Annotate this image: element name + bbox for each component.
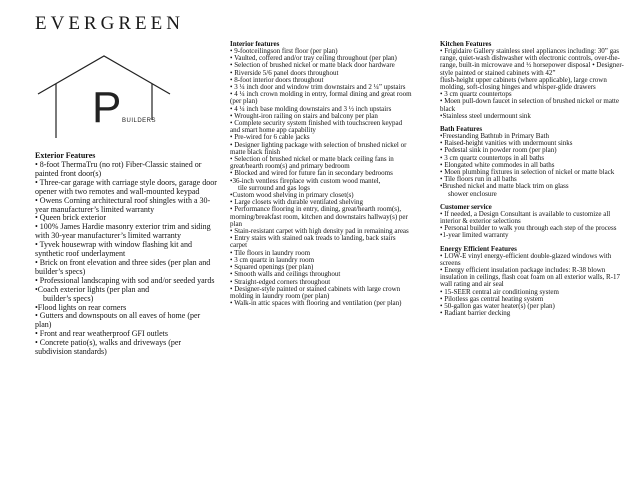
list-item: • Owens Corning architectural roof shingles with a 30-year manufacturer’s limited warranty (35, 195, 211, 214)
list-item: • Tile floors in laundry room (230, 248, 311, 257)
column-left (35, 150, 217, 357)
list-item: •Coach exterior lights (per plan and (35, 284, 150, 294)
list-item: • If needed, a Design Consultant is available to customize all interior & exterior selections (440, 209, 611, 226)
list-item: • 100% James Hardie masonry exterior trim and siding with 30-year manufacturer’s limited warranty (35, 222, 211, 241)
list-item: • Raised-height vanities with undermount sinks (440, 139, 573, 148)
list-item: • Energy efficient insulation package includes: R-38 blown insulation in ceilings, flash coat foam on all exterior walls, R-17 wall rating and air seal (440, 266, 621, 289)
list-item: • Performance flooring in entry, dining, great/hearth room(s), morning/breakfast room, kitchen and downstairs hallway(s) per plan (230, 205, 408, 228)
bath-heading: Bath Features (440, 125, 483, 134)
list-item: •Custom wood shelving in primary closet(s) (230, 191, 354, 200)
list-item: builder’s specs) (43, 293, 94, 303)
list-item: • Pilotless gas central heating system (440, 294, 544, 303)
list-item: • 3 cm quartz in laundry room (230, 255, 315, 264)
list-item: • Tyvek housewrap with window flashing kit and synthetic roof underlayment (35, 240, 192, 259)
list-item: • 15-SEER central air conditioning system (440, 287, 559, 296)
list-item: • Entry stairs with stained oak treads to landing, back stairs carpet (230, 234, 396, 250)
list-item: • Large closets with durable ventilated shelving (230, 198, 363, 207)
list-item: • Squared openings (per plan) (230, 263, 314, 272)
energy-list (440, 253, 625, 318)
interior-list (230, 48, 413, 307)
column-middle (230, 40, 413, 307)
bath-list (440, 133, 625, 198)
logo-text: BUILDERS (122, 118, 157, 124)
list-item: • Brick on front elevation and three sides (per plan and builder’s specs) (35, 257, 211, 276)
list-item: • Designer-style painted or stained cabinets with large crown molding in laundry room (per plan) (230, 284, 401, 300)
list-item: •36-inch ventless fireplace with custom wood mantel, (230, 176, 381, 185)
list-item: • Elongated white commodes in all baths (440, 160, 555, 169)
energy-heading: Energy Efficient Features (440, 244, 517, 253)
list-item: • 3 cm quartz countertops in all baths (440, 153, 545, 162)
brand-title: EVERGREEN (35, 13, 184, 34)
list-item: • Vaulted, coffered and/or tray ceiling throughout (per plan) (230, 54, 397, 63)
list-item: • 8-foot ThermaTru (no rot) Fiber-Classic stained or painted front door(s) (35, 160, 202, 178)
list-item: • 4 ¼ inch crown molding in entry, formal dining and great room (per plan) (230, 90, 412, 106)
list-item: • Riverside 5/6 panel doors throughout (230, 68, 339, 77)
list-item: • Frigidaire Gallery stainless steel appliances including: 30” gas range, quiet-wash dishwasher with electronic controls, over-the-range, built-in microwave and ½ horsepower disposal • Designer-style painted or stained cabinets with 42” (440, 47, 624, 77)
list-item: • Wrought-iron railing on stairs and balcony per plan (230, 111, 378, 120)
list-item: tile surround and gas logs (238, 183, 310, 192)
list-item: • Straight-edged corners throughout (230, 277, 331, 286)
list-item: • Moen pull-down faucet in selection of brushed nickel or matte black (440, 97, 619, 113)
list-item: • Selection of brushed nickel or matte black ceiling fans in great/hearth room(s) and primary bedroom (230, 155, 394, 171)
exterior-list (35, 161, 217, 357)
list-item: • Radiant barrier decking (440, 309, 511, 318)
kitchen-list (440, 48, 625, 120)
list-item: flush-height upper cabinets (where applicable), large crown molding, soft-closing hinges and whisper-glide drawers (440, 75, 607, 92)
list-item: • Professional landscaping with sod and/or seeded yards (35, 275, 215, 285)
list-item: • Three-car garage with carriage style doors, garage door opener with two remotes and wall-mounted keypad (35, 177, 217, 196)
list-item: •1-year limited warranty (440, 231, 509, 240)
list-item: • Blocked and wired for future fan in secondary bedrooms (230, 169, 393, 178)
list-item: •Flood lights on rear corners (35, 302, 127, 312)
kitchen-heading: Kitchen Features (440, 40, 492, 48)
list-item: • 4 ¼ inch base molding downstairs and 3 ½ inch upstairs (230, 104, 392, 113)
list-item: • Front and rear weatherproof GFI outlets (35, 329, 168, 339)
exterior-heading: Exterior Features (35, 151, 96, 160)
list-item: •Freestanding Bathtub in Primary Bath (440, 132, 549, 141)
list-item: •Brushed nickel and matte black trim on glass (440, 182, 569, 191)
list-item: • Concrete patio(s), walks and driveways (per subdivision standards) (35, 338, 182, 357)
list-item: • 50-gallon gas water heater(s) (per plan) (440, 302, 555, 311)
list-item: • Selection of brushed nickel or matte black door hardware (230, 61, 395, 70)
interior-heading: Interior features (230, 40, 280, 48)
list-item: • Queen brick exterior (35, 213, 106, 223)
list-item: • Walk-in attic spaces with flooring and ventilation (per plan) (230, 299, 402, 308)
list-item: • Tile floors run in all baths (440, 175, 517, 184)
list-item: • Gutters and downspouts on all eaves of home (per plan) (35, 311, 201, 330)
list-item: • 3 ¼ inch door and window trim downstairs and 2 ¼” upstairs (230, 83, 406, 92)
list-item: • 9-footceilingson first floor (per plan) (230, 47, 338, 55)
builder-logo (36, 50, 186, 142)
list-item: • Smooth walls and ceilings throughout (230, 270, 341, 279)
customer-service-heading: Customer service (440, 202, 492, 211)
list-item: • 3 cm quartz countertops (440, 90, 512, 99)
list-item: • Moen plumbing fixtures in selection of nickel or matte black (440, 168, 615, 177)
customer-service-list (440, 211, 625, 240)
list-item: • 8-foot interior doors throughout (230, 75, 324, 84)
list-item: • Pedestal sink in powder room (per plan) (440, 146, 557, 155)
list-item: • LOW-E vinyl energy-efficient double-glazed windows with screens (440, 251, 612, 267)
list-item: •Stainless steel undermount sink (440, 111, 531, 120)
list-item: shower enclosure (448, 189, 497, 198)
list-item: • Designer lighting package with selection of brushed nickel or matte black finish (230, 140, 407, 156)
column-right (440, 40, 625, 318)
list-item: • Pre-wired for 6 cable jacks (230, 133, 310, 142)
list-item: • Stain-resistant carpet with high density pad in remaining areas (230, 227, 409, 236)
logo-letter: P (92, 83, 122, 132)
list-item: • Personal builder to walk you through each step of the process (440, 224, 617, 233)
list-item: • Complete security system finished with touchscreen keypad and smart home app capability (230, 119, 403, 135)
